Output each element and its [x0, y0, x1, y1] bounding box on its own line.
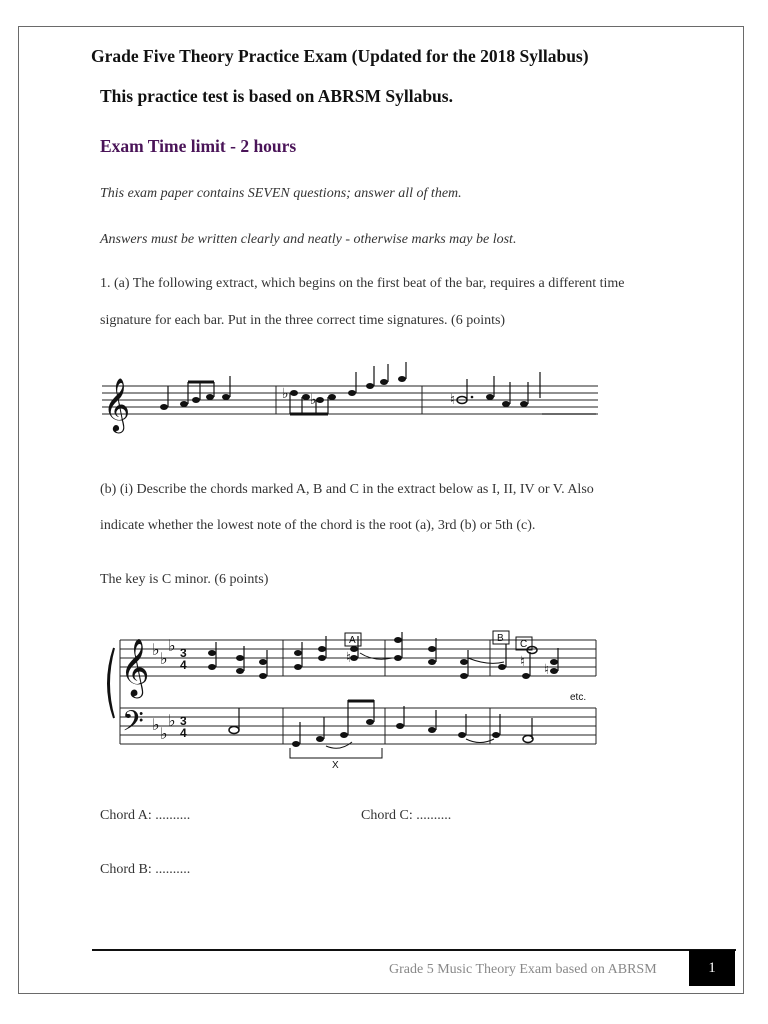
question-1b-line1: (b) (i) Describe the chords marked A, B and C in the extract below as I, II, IV or V. Also: [100, 482, 594, 497]
bass-time-sig-bottom: 4: [180, 726, 187, 740]
question-1a-line2: signature for each bar. Put in the three correct time signatures. (6 points): [100, 313, 506, 328]
page-subtitle: This practice test is based on ABRSM Syllabus.: [100, 86, 453, 106]
footer-text: Grade 5 Music Theory Exam based on ABRSM: [389, 962, 657, 977]
chord-marker-b: B: [497, 633, 504, 644]
svg-text:♭: ♭: [152, 642, 160, 659]
chord-marker-a: A: [349, 635, 356, 646]
chord-marker-c: C: [520, 639, 528, 650]
bracket-label-x: X: [332, 760, 339, 768]
svg-text:𝄢: 𝄢: [122, 705, 144, 745]
treble-time-sig-bottom: 4: [180, 658, 187, 672]
page-title: Grade Five Theory Practice Exam (Updated for the 2018 Syllabus): [91, 46, 589, 66]
bass-time-sig-top: 3: [180, 714, 187, 728]
svg-text:♭: ♭: [152, 717, 160, 734]
svg-text:♭: ♭: [310, 393, 317, 408]
footer-rule: [92, 949, 736, 951]
question-1a-line1: 1. (a) The following extract, which begins on the first beat of the bar, requires a different time: [100, 276, 625, 291]
chord-c-answer[interactable]: Chord C: ..........: [361, 808, 452, 823]
question-1b-line2: indicate whether the lowest note of the chord is the root (a), 3rd (b) or 5th (c).: [100, 518, 536, 533]
music-staff-1a: [100, 362, 600, 434]
chord-b-answer[interactable]: Chord B: ..........: [100, 862, 191, 877]
page-number: 1: [689, 950, 735, 986]
time-limit-heading: Exam Time limit - 2 hours: [100, 136, 297, 156]
treble-time-sig-top: 3: [180, 646, 187, 660]
svg-text:♭: ♭: [168, 638, 176, 655]
instruction-questions: This exam paper contains SEVEN questions; answer all of them.: [100, 186, 462, 201]
svg-text:𝄞: 𝄞: [103, 377, 131, 431]
svg-text:𝄞: 𝄞: [120, 638, 150, 696]
svg-text:♮: ♮: [450, 393, 456, 408]
svg-text:♮: ♮: [346, 651, 352, 666]
svg-text:♭: ♭: [282, 387, 289, 402]
chord-a-answer[interactable]: Chord A: ..........: [100, 808, 191, 823]
page-border: [18, 26, 744, 994]
instruction-neatness: Answers must be written clearly and neatly - otherwise marks may be lost.: [100, 232, 517, 247]
svg-text:♮: ♮: [544, 663, 550, 678]
svg-text:♭: ♭: [168, 713, 176, 730]
music-grand-staff-1b: [100, 622, 600, 768]
svg-text:♮: ♮: [520, 655, 526, 670]
svg-text:♭: ♭: [160, 726, 168, 743]
svg-text:♭: ♭: [160, 651, 168, 668]
question-1b-key: The key is C minor. (6 points): [100, 572, 269, 587]
etc-label: etc.: [570, 692, 587, 703]
